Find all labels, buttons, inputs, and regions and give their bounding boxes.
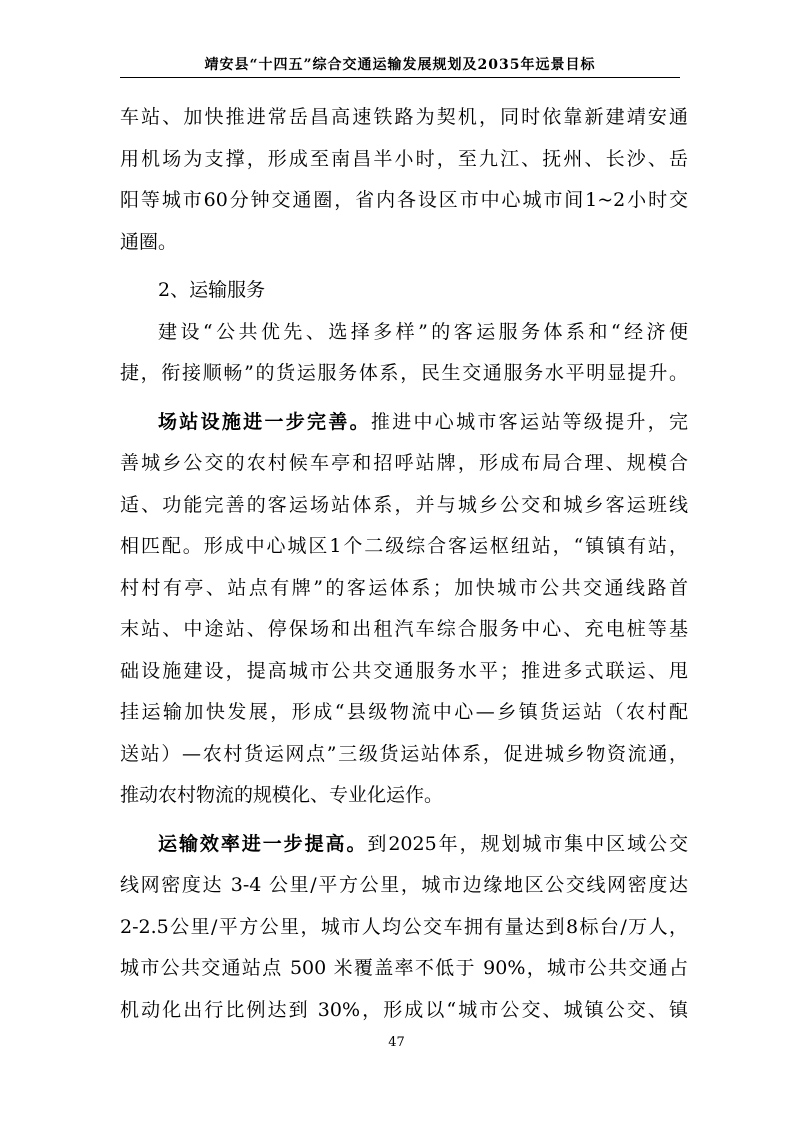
text-line: 送站）—农村货运网点”三级货运站体系，促进城乡物资流通， bbox=[120, 742, 688, 765]
text-line: 阳等城市60分钟交通圈，省内各设区市中心城市间1~2小时交 bbox=[120, 189, 688, 211]
header-rule bbox=[120, 77, 680, 78]
page-number: 47 bbox=[388, 1035, 405, 1050]
bold-lead-in: 运输效率进一步提高。 bbox=[158, 832, 368, 855]
text-line: 2-2.5公里/平方公里，城市人均公交车拥有量达到8标台/万人， bbox=[120, 915, 688, 938]
bold-lead-in: 场站设施进一步完善。 bbox=[158, 410, 371, 433]
text-line: 适、功能完善的客运场站体系，并与城乡公交和城乡客运班线 bbox=[120, 493, 688, 516]
text-line bbox=[120, 402, 688, 444]
running-header: 靖安县“十四五”综合交通运输发展规划及2035年远景目标 bbox=[204, 57, 596, 73]
text-line: 用机场为支撑，形成至南昌半小时，至九江、抚州、长沙、岳 bbox=[120, 147, 688, 170]
text-line: 机动化出行比例达到 30%，形成以“城市公交、城镇公交、镇 bbox=[120, 998, 688, 1021]
text-line: 挂运输加快发展，形成“县级物流中心—乡镇货运站（农村配 bbox=[120, 701, 688, 723]
paragraph-transport-efficiency bbox=[120, 824, 688, 1032]
document-body bbox=[120, 97, 688, 1031]
paragraph-service-system bbox=[120, 312, 688, 395]
text-run: 推进中心城市客运站等级提升，完 bbox=[370, 410, 688, 433]
text-line: 村村有亭、站点有牌”的客运体系；加快城市公共交通线路首 bbox=[120, 576, 688, 599]
text-line: 城市公共交通站点 500 米覆盖率不低于 90%，城市公共交通占 bbox=[120, 957, 688, 979]
text-line: 末站、中途站、停保场和出租汽车综合服务中心、充电桩等基 bbox=[120, 618, 688, 640]
text-line: 通圈。 bbox=[120, 230, 178, 253]
text-line: 相匹配。形成中心城区1个二级综合客运枢纽站，“镇镇有站， bbox=[120, 535, 688, 557]
text-line: 推动农村物流的规模化、专业化运作。 bbox=[120, 784, 444, 806]
text-line bbox=[120, 824, 688, 866]
paragraph-transport-circle bbox=[120, 97, 688, 263]
text-line: 建设“公共优先、选择多样”的客运服务体系和“经济便 bbox=[158, 320, 688, 343]
text-run: 到2025年，规划城市集中区域公交 bbox=[367, 832, 688, 855]
text-line: 善城乡公交的农村候车亭和招呼站牌，形成布局合理、规模合 bbox=[120, 452, 688, 474]
text-line: 捷，衔接顺畅”的货运服务体系，民生交通服务水平明显提升。 bbox=[120, 362, 688, 384]
text-line: 线网密度达 3-4 公里/平方公里，城市边缘地区公交线网密度达 bbox=[120, 874, 688, 896]
text-line: 车站、加快推进常岳昌高速铁路为契机，同时依靠新建靖安通 bbox=[120, 106, 688, 128]
text-line: 础设施建设，提高城市公共交通服务水平；推进多式联运、甩 bbox=[120, 659, 688, 682]
paragraph-station-facilities bbox=[120, 402, 688, 817]
section-heading: 2、运输服务 bbox=[158, 279, 266, 301]
